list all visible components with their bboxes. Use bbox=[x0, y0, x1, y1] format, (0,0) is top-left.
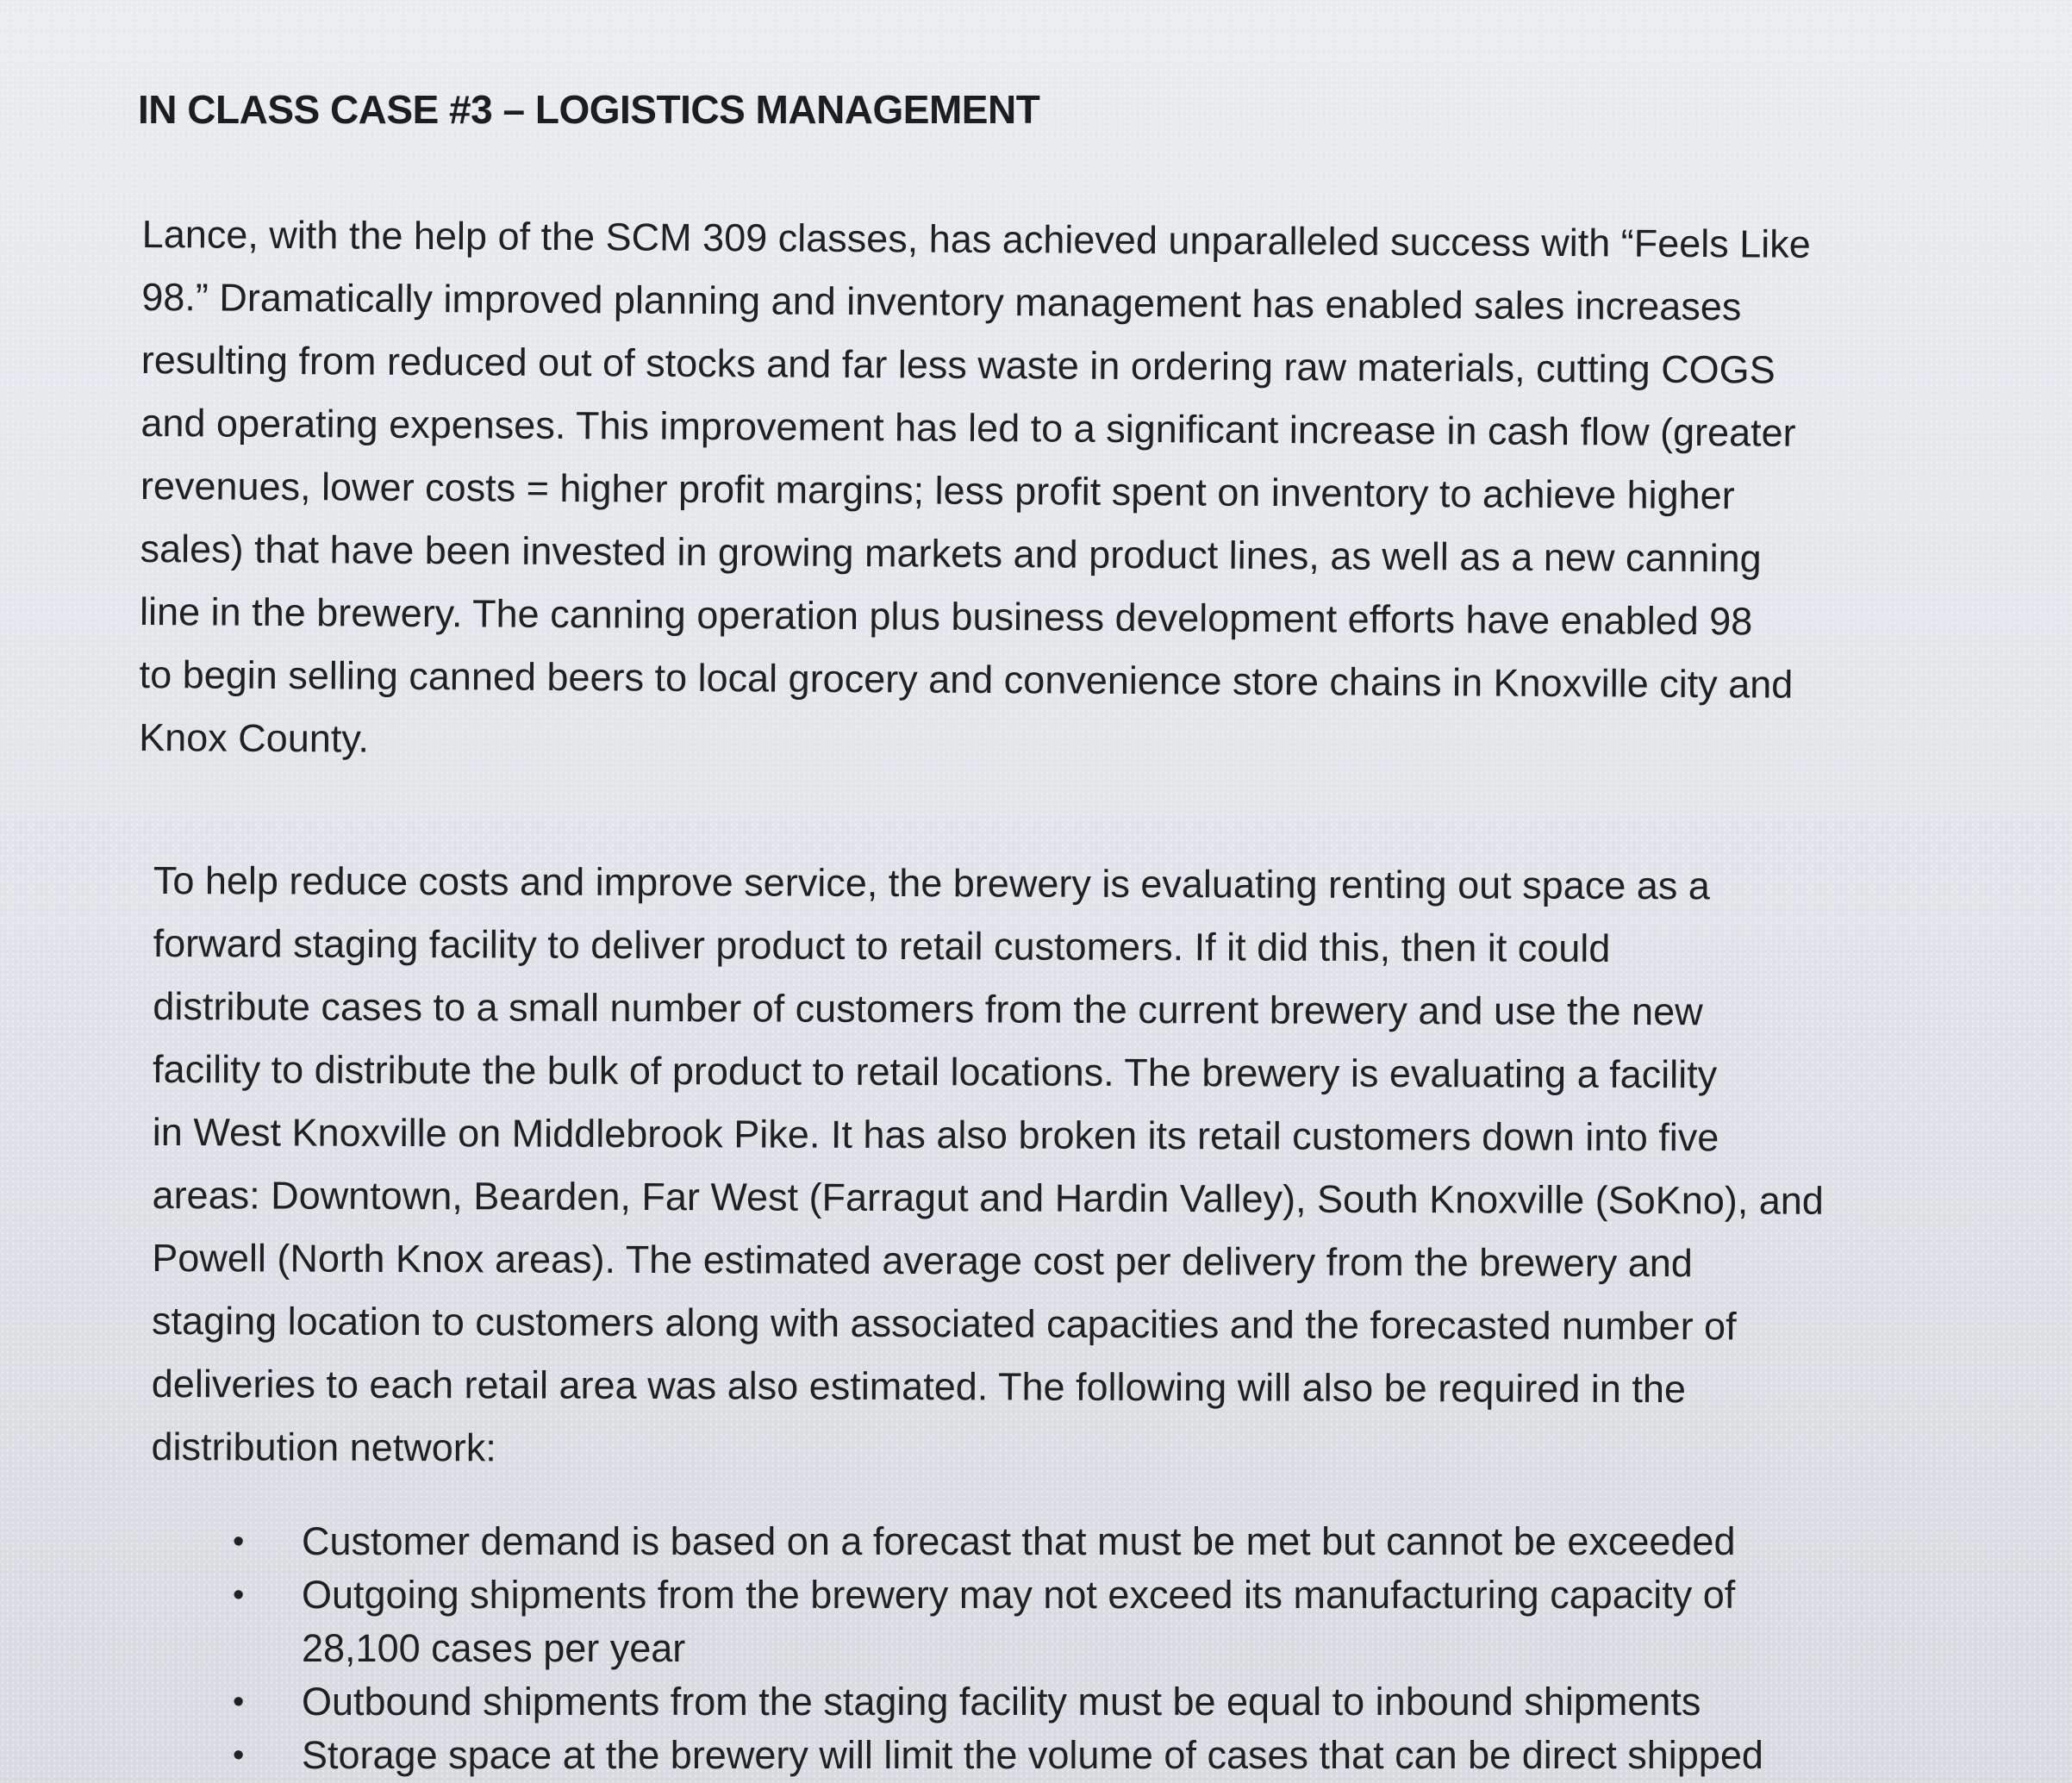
bullet-icon: • bbox=[233, 1577, 245, 1613]
paragraph-line: distribution network: bbox=[151, 1424, 496, 1470]
paragraph-intro bbox=[139, 203, 1811, 779]
paragraph-line: resulting from reduced out of stocks and far less waste in ordering raw materials, cutting COGS bbox=[140, 337, 1776, 392]
paragraph-line: revenues, lower costs = higher profit margins; less profit spent on inventory to achieve higher bbox=[140, 463, 1735, 518]
paragraph-line: To help reduce costs and improve service, the brewery is evaluating renting out space as a bbox=[153, 857, 1710, 908]
paragraph-line: line in the brewery. The canning operation plus business development efforts have enabled 98 bbox=[139, 589, 1753, 644]
paragraph-line: staging location to customers along with associated capacities and the forecasted number of bbox=[151, 1298, 1737, 1349]
list-item-text: Outgoing shipments from the brewery may not exceed its manufacturing capacity of bbox=[302, 1573, 1736, 1617]
bullet-icon: • bbox=[233, 1524, 245, 1560]
bullet-icon: • bbox=[233, 1737, 245, 1774]
paragraph-line: to begin selling canned beers to local grocery and convenience store chains in Knoxville city and bbox=[139, 651, 1794, 707]
document-title: IN CLASS CASE #3 – LOGISTICS MANAGEMENT bbox=[138, 87, 1040, 132]
list-item bbox=[233, 1729, 1763, 1782]
paragraph-line: deliveries to each retail area was also estimated. The following will also be required in the bbox=[151, 1361, 1687, 1412]
list-item-text: 28,100 cases per year bbox=[302, 1626, 686, 1670]
paragraph-line: 98.” Dramatically improved planning and inventory management has enabled sales increases bbox=[141, 274, 1742, 329]
list-item-text: Storage space at the brewery will limit the volume of cases that can be direct shipped bbox=[302, 1733, 1763, 1777]
paragraph-line: forward staging facility to deliver product to retail customers. If it did this, then it could bbox=[153, 920, 1611, 970]
bullet-icon: • bbox=[233, 1684, 245, 1720]
paragraph-line: Powell (North Knox areas). The estimated average cost per delivery from the brewery and bbox=[152, 1235, 1693, 1286]
list-item-text: Outbound shipments from the staging facility must be equal to inbound shipments bbox=[302, 1680, 1701, 1724]
list-item bbox=[233, 1515, 1763, 1568]
requirements-list bbox=[233, 1515, 1763, 1782]
paragraph-line: Knox County. bbox=[139, 714, 370, 761]
paragraph-line: Lance, with the help of the SCM 309 classes, has achieved unparalleled success with “Feels Like bbox=[141, 211, 1811, 266]
paragraph-line: facility to distribute the bulk of product to retail locations. The brewery is evaluating a facility bbox=[153, 1046, 1718, 1097]
list-item-text: Customer demand is based on a forecast that must be met but cannot be exceeded bbox=[302, 1519, 1736, 1563]
list-item bbox=[233, 1675, 1763, 1729]
paragraph-line: areas: Downtown, Bearden, Far West (Farragut and Hardin Valley), South Knoxville (SoKno), and bbox=[152, 1172, 1824, 1223]
paragraph-line: and operating expenses. This improvement has led to a significant increase in cash flow (greater bbox=[140, 400, 1796, 455]
list-item bbox=[233, 1568, 1763, 1675]
paragraph-line: sales) that have been invested in growing markets and product lines, as well as a new canning bbox=[140, 526, 1762, 581]
paragraph-line: in West Knoxville on Middlebrook Pike. It has also broken its retail customers down into five bbox=[152, 1109, 1719, 1160]
paragraph-line: distribute cases to a small number of customers from the current brewery and use the new bbox=[153, 983, 1703, 1034]
paragraph-staging-facility bbox=[151, 849, 1825, 1484]
